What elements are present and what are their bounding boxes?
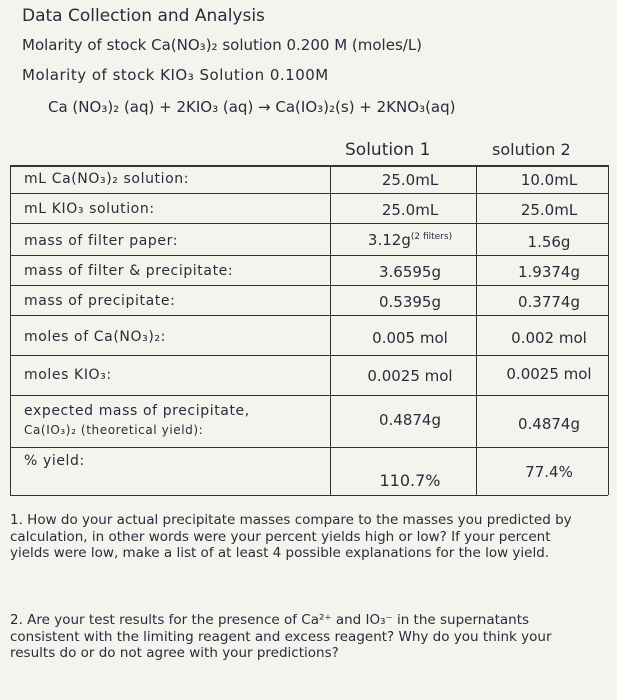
solution-2-value: 0.4874g [517,415,580,433]
row-label: moles KIO₃: [24,367,112,383]
row-label-2: Ca(IO₃)₂ (theoretical yield): [24,423,204,437]
solution-2-value: 77.4% [525,463,573,481]
solution-2-header: solution 2 [492,140,571,159]
row-label: mass of precipitate: [24,293,176,309]
solution-2-value: 1.9374g [517,263,580,281]
solution-1-value: 25.0mL [381,171,439,189]
row-label: mL KIO₃ solution: [24,201,155,217]
solution-2-value: 0.0025 mol [506,365,592,383]
row-label: % yield: [24,453,85,469]
table-row [10,449,608,496]
solution-1-mass: 3.12g [367,231,411,249]
solution-2-value: 0.3774g [517,293,580,311]
solution-2-value: 25.0mL [520,201,578,219]
question-1: 1. How do your actual precipitate masses compare to the masses you predicted by calculation, in other words were your percent yields high or low? If your percent yields were low, make a list of at least 4 possible explanations for the low yield. [10,512,572,561]
solution-1-value: 110.7% [379,471,441,490]
table-row [10,257,608,286]
row-label: mass of filter & precipitate: [24,263,234,279]
table-row [10,287,608,316]
table-row [10,317,608,356]
table-row [10,225,608,256]
row-label: mL Ca(NO₃)₂ solution: [24,171,190,187]
row-label: mass of filter paper: [24,233,179,249]
solution-1-value: 3.6595g [378,263,441,281]
page-title: Data Collection and Analysis [22,6,265,26]
solution-1-value: 0.005 mol [372,329,448,347]
molarity-kio3-line: Molarity of stock KIO₃ Solution 0.100M [22,66,329,84]
solution-1-value: 25.0mL [381,201,439,219]
row-label: expected mass of precipitate, [24,403,250,419]
question-2: 2. Are your test results for the presence of Ca²⁺ and IO₃⁻ in the supernatants consistent with the limiting reagent and excess reagent? Why do you think your results do or do not agree with your predictions? [10,612,552,661]
solution-2-value: 10.0mL [520,171,578,189]
table-row [10,357,608,396]
solution-1-value: 0.4874g [378,411,441,429]
table-row [10,397,608,448]
solution-1-value [340,231,480,249]
table-row [10,195,608,224]
filter-note: (2 filters) [410,232,453,242]
table-row [10,165,608,194]
solution-1-value: 0.5395g [378,293,441,311]
solution-2-value: 0.002 mol [511,329,587,347]
solution-1-value: 0.0025 mol [367,367,453,385]
solution-2-value: 1.56g [527,233,571,251]
solution-1-header: Solution 1 [345,140,431,160]
molarity-caNO3-line: Molarity of stock Ca(NO₃)₂ solution 0.200 M (moles/L) [22,36,423,54]
row-label: moles of Ca(NO₃)₂: [24,329,166,345]
reaction-equation: Ca (NO₃)₂ (aq) + 2KIO₃ (aq) → Ca(IO₃)₂(s) + 2KNO₃(aq) [48,98,456,116]
